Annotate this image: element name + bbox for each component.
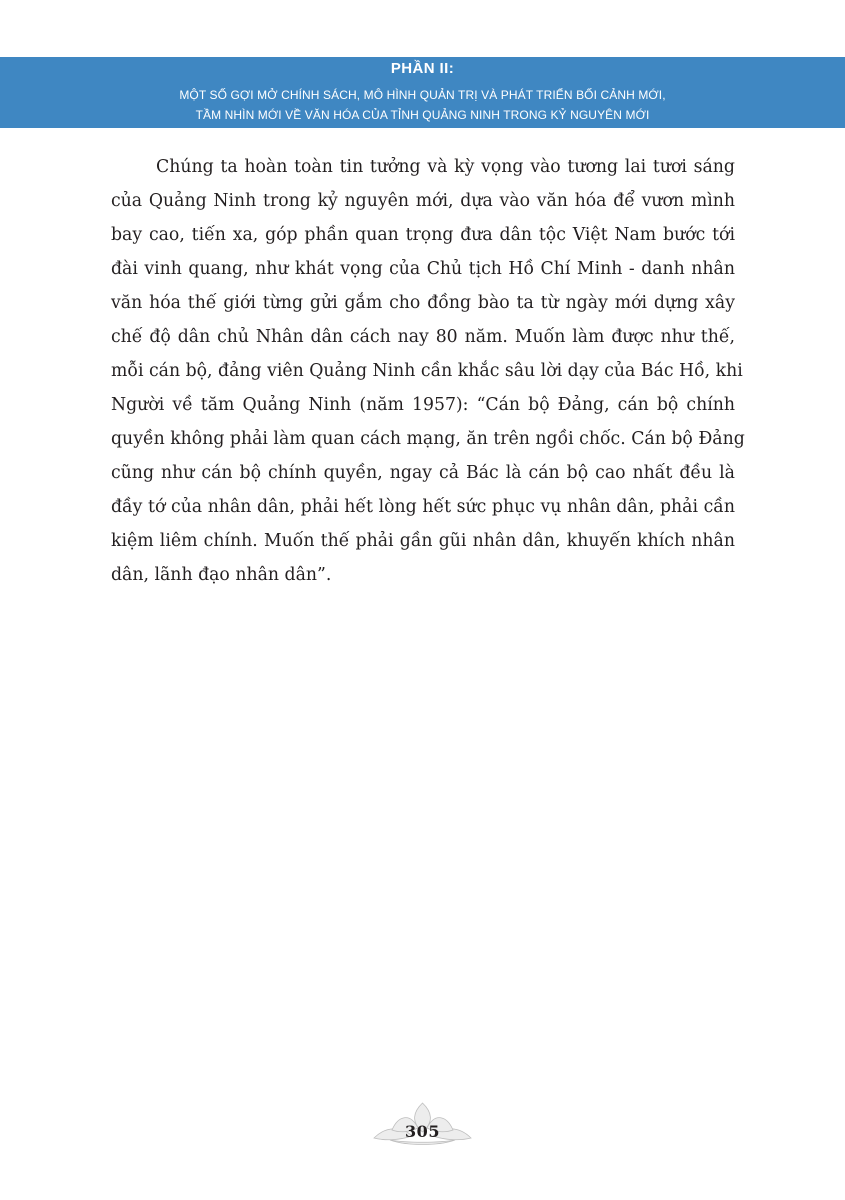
paragraph-line: dân, lãnh đạo nhân dân”. bbox=[111, 565, 332, 585]
paragraph-line: chế độ dân chủ Nhân dân cách nay 80 năm. Muốn làm được như thế, bbox=[111, 327, 735, 347]
paragraph-line: kiệm liêm chính. Muốn thế phải gần gũi nhân dân, khuyến khích nhân bbox=[111, 531, 735, 551]
paragraph-line: văn hóa thế giới từng gửi gắm cho đồng bào ta từ ngày mới dựng xây bbox=[111, 293, 735, 313]
part-subtitle-line-1: MỘT SỐ GỢI MỞ CHÍNH SÁCH, MÔ HÌNH QUẢN TRỊ VÀ PHÁT TRIỂN BỐI CẢNH MỚI, bbox=[179, 88, 666, 102]
paragraph-line: đài vinh quang, như khát vọng của Chủ tịch Hồ Chí Minh - danh nhân bbox=[111, 259, 735, 279]
paragraph-line: bay cao, tiến xa, góp phần quan trọng đưa dân tộc Việt Nam bước tới bbox=[111, 225, 735, 245]
paragraph-line: Chúng ta hoàn toàn tin tưởng và kỳ vọng vào tương lai tươi sáng bbox=[156, 157, 735, 177]
part-title: PHẦN II: bbox=[390, 60, 455, 77]
part-subtitle-line-2: TẦM NHÌN MỚI VỀ VĂN HÓA CỦA TỈNH QUẢNG NINH TRONG KỶ NGUYÊN MỚI bbox=[195, 108, 650, 122]
paragraph-line: của Quảng Ninh trong kỷ nguyên mới, dựa vào văn hóa để vươn mình bbox=[111, 191, 735, 211]
paragraph-line: Người về tăm Quảng Ninh (năm 1957): “Cán bộ Đảng, cán bộ chính bbox=[111, 395, 735, 415]
part-header-band bbox=[0, 57, 845, 128]
page-number: 305 bbox=[405, 1122, 440, 1141]
page-footer bbox=[372, 1100, 473, 1150]
body-paragraph bbox=[111, 150, 745, 592]
paragraph-line: mỗi cán bộ, đảng viên Quảng Ninh cần khắc sâu lời dạy của Bác Hồ, khi bbox=[111, 361, 743, 381]
paragraph-line: đầy tớ của nhân dân, phải hết lòng hết sức phục vụ nhân dân, phải cần bbox=[111, 497, 735, 517]
paragraph-line: quyền không phải làm quan cách mạng, ăn trên ngồi chốc. Cán bộ Đảng bbox=[111, 429, 745, 449]
paragraph-line: cũng như cán bộ chính quyền, ngay cả Bác là cán bộ cao nhất đều là bbox=[111, 463, 735, 483]
